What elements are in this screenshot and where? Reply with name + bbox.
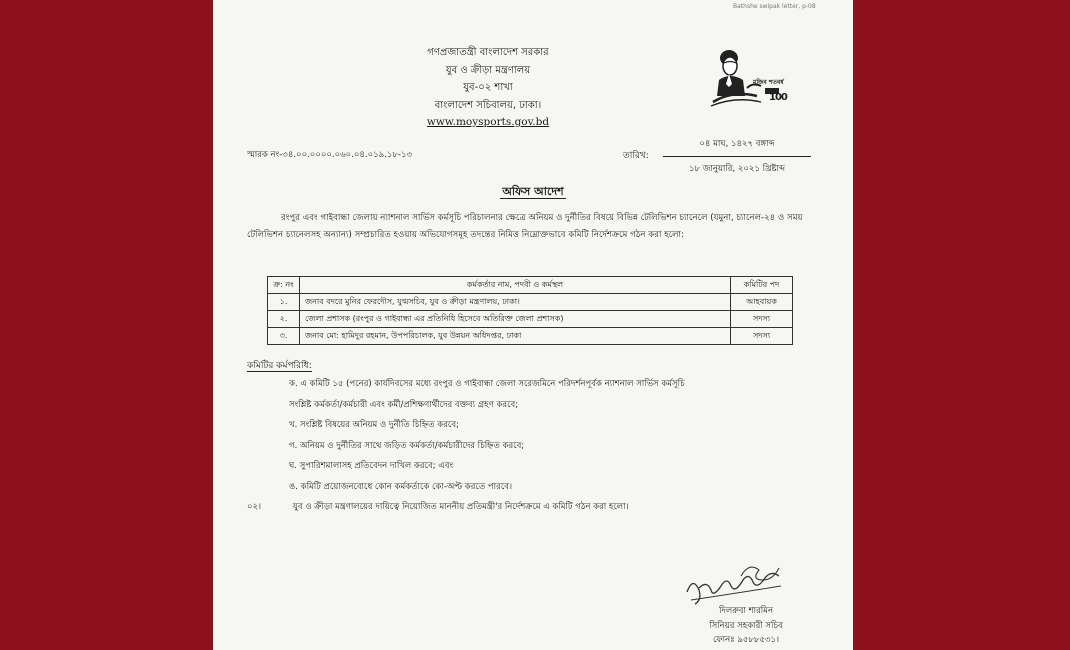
paragraph-1: রংপুর এবং গাইবান্ধা জেলায় ন্যাশনাল সার্ভিস কর্মসূচি পরিচালনার ক্ষেত্রে অনিয়ম ও দুর্নীতির বিষয়ে বিভিন্ন টেলিভিশন চ্যানেলে (যমুনা, চ্যানেল-২৪ ও সময় টেলিভিশন চ্যানেলসহ অন্যান্য) সম্প্রচারিত হওয়ায় অভিযোগসমূহ তদন্তের নিমিত্ত নিম্নোক্তভাবে কমিটি নির্দেশক্রমে গঠন করা হলো:: [247, 213, 803, 240]
table-header-row: [268, 277, 793, 294]
header-government: গণপ্রজাতন্ত্রী বাংলাদেশ সরকার: [427, 47, 549, 58]
paragraph-2-number: ০২।: [247, 502, 262, 512]
duties-heading: কমিটির কর্মপরিধি:: [247, 361, 312, 371]
table-row: [268, 311, 793, 328]
date-block: [663, 132, 811, 181]
paragraph-2: যুব ও ক্রীড়া মন্ত্রণালয়ের দায়িত্বে নিয়োজিত মাননীয় প্রতিমন্ত্রী'র নির্দেশক্রমে এ কমিটি গঠন করা হলো।: [293, 502, 629, 512]
row-member: জনাব মো: হামিদুর রহমান, উপপরিচালক, যুব উন্নয়ন অধিদপ্তর, ঢাকা: [300, 328, 731, 345]
date-bangla: ০৪ মাঘ, ১৪২৭ বঙ্গাব্দ: [663, 132, 811, 157]
row-serial: ২.: [268, 311, 300, 328]
list-item: ঘ. সুপারিশমালাসহ প্রতিবেদন দাখিল করবে; এবং: [289, 461, 454, 471]
header-ministry: যুব ও ক্রীড়া মন্ত্রণালয়: [445, 64, 531, 76]
row-role: আহবায়ক: [731, 294, 793, 311]
row-role: সদস্য: [731, 311, 793, 328]
header-role: কমিটির পদ: [731, 277, 793, 294]
row-member: জনাব বদরে মুনির ফেরদৌস, যুগ্মসচিব, যুব ও ক্রীড়া মন্ত্রণালয়, ঢাকা।: [300, 294, 731, 311]
mujib-100-emblem-icon: [707, 44, 799, 110]
list-item: খ. সংশ্লিষ্ট বিষয়ের অনিয়ম ও দুর্নীতি চিহ্নিত করবে;: [289, 420, 459, 430]
signatory-name: দিলরুবা শারমিন: [718, 606, 774, 616]
row-member: জেলা প্রশাসক (রংপুর ও গাইবান্ধা এর প্রতিনিধি হিসেবে অতিরিক্ত জেলা প্রশাসক): [300, 311, 731, 328]
table-row: [268, 294, 793, 311]
row-serial: ৩.: [268, 328, 300, 345]
emblem-text: মুজিব শতবর্ষ: [753, 79, 784, 86]
list-item: ঙ. কমিটি প্রয়োজনবোধে কোন কর্মকর্তাকে কো-অপ্ট করতে পারবে।: [289, 481, 513, 492]
table-row: [268, 328, 793, 345]
header-secretariat: বাংলাদেশ সচিবালয়, ঢাকা।: [434, 99, 542, 111]
ministry-website-link[interactable]: www.moysports.gov.bd: [426, 116, 550, 128]
date-label: তারিখ:: [623, 151, 649, 161]
row-serial: ১.: [268, 294, 300, 311]
list-item: ক. এ কমিটি ১৫ (পনের) কার্যদিবসের মধ্যে রংপুর ও গাইবান্ধা জেলা সরেজমিনে পরিদর্শনপূর্বক ন্যাশনাল সার্ভিস কর্মসূচি: [289, 379, 685, 389]
list-item: গ. অনিয়ম ও দুর্নীতির সাথে জড়িত কর্মকর্তা/কর্মচারীদের চিহ্নিত করবে;: [289, 440, 525, 451]
committee-table: [267, 276, 793, 345]
top-note: Bathshe swipak letter, p-08: [733, 3, 816, 10]
memo-number: স্মারক নং-৩৪.০০.০০০০.০৬০.০৪.০১৯.১৮-১৩: [247, 150, 413, 160]
emblem-number: 100: [769, 92, 787, 103]
signatory-phone: ফোনঃ ৯৫৮৮৫৩১।: [712, 635, 780, 645]
list-item: সংশ্লিষ্ট কর্মকর্তা/কর্মচারী এবং কর্মী/প্রশিক্ষণার্থীদের বক্তব্য গ্রহণ করবে;: [289, 399, 519, 410]
header-branch: যুব-০২ শাখা: [463, 82, 513, 93]
letterhead: [373, 44, 603, 132]
signatory-block: [671, 604, 821, 648]
signatory-designation: সিনিয়র সহকারী সচিব: [709, 620, 783, 631]
row-role: সদস্য: [731, 328, 793, 345]
header-name: কর্মকর্তার নাম, পদবী ও কর্মস্থল: [300, 277, 731, 294]
header-serial: ক্র: নং: [268, 277, 300, 294]
document-title: অফিস আদেশ: [502, 185, 564, 198]
duties-list: [289, 374, 829, 497]
date-english: ১৮ জানুয়ারি, ২০২১ খ্রিষ্টাব্দ: [689, 164, 785, 174]
office-order-document: [213, 0, 853, 650]
